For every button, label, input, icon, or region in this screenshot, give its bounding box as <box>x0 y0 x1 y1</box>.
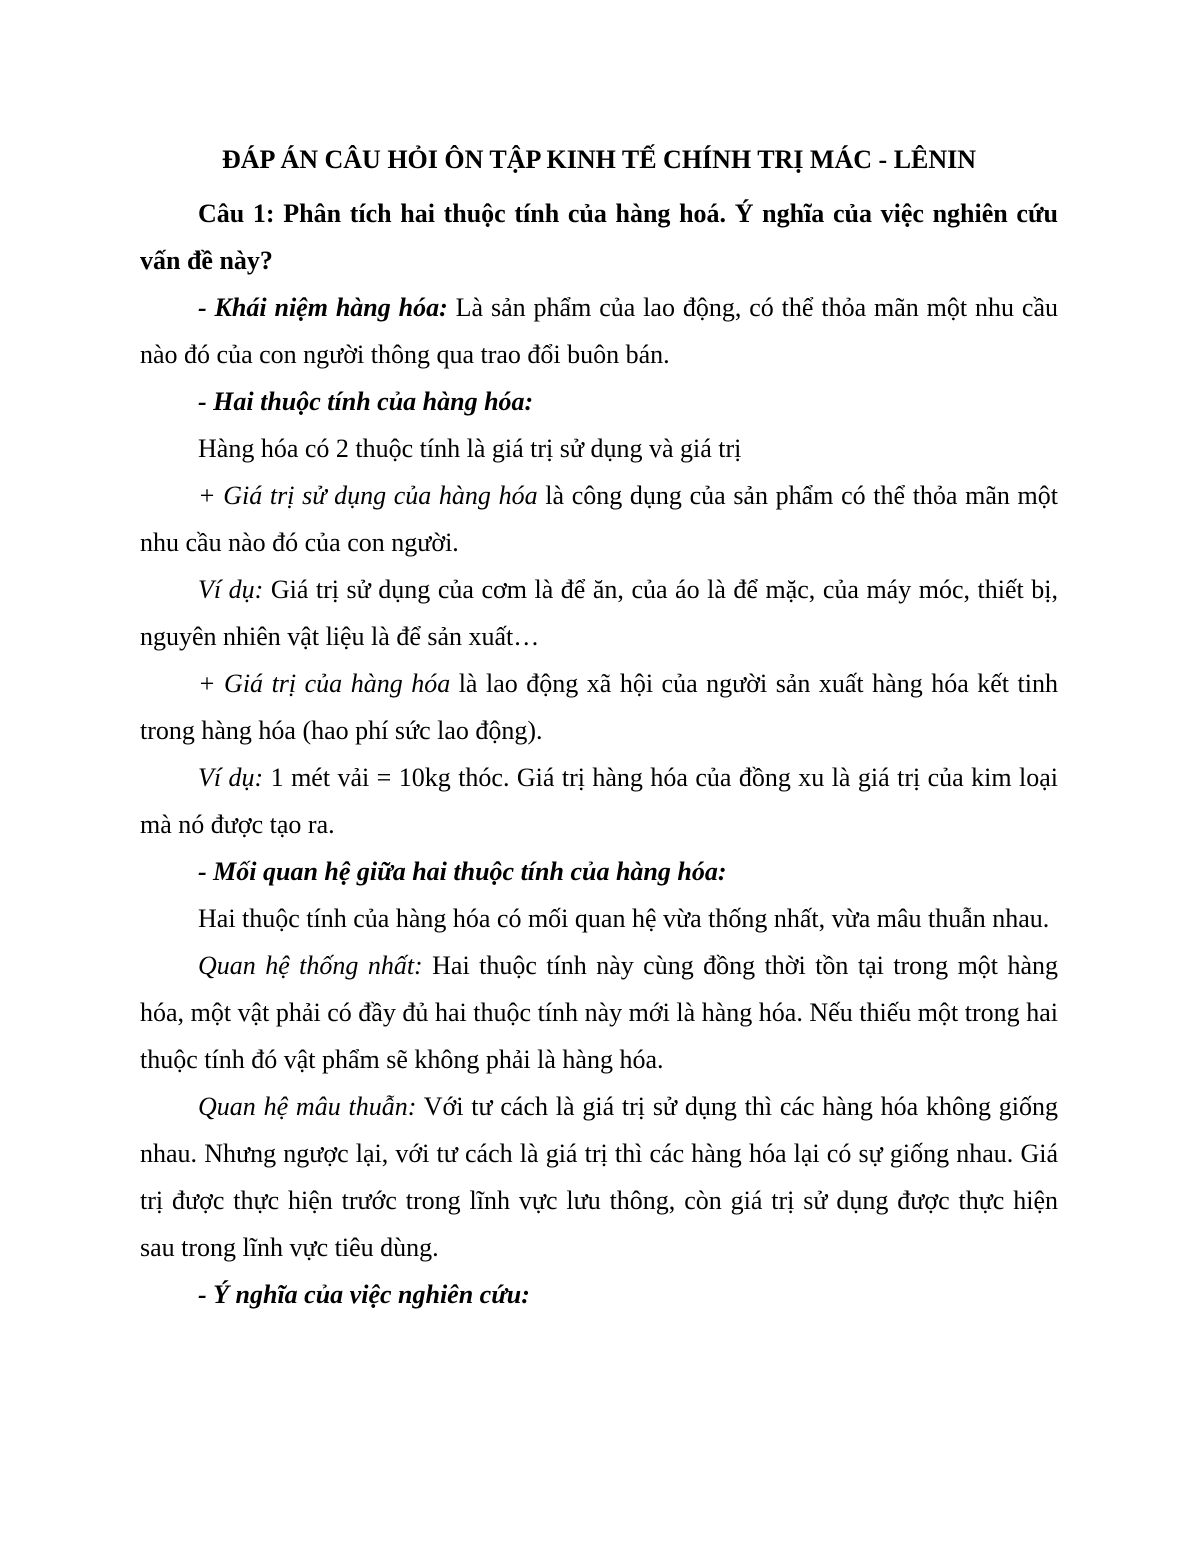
document-body <box>140 140 1058 1318</box>
use-value-paragraph <box>140 472 1058 566</box>
example-2-paragraph <box>140 754 1058 848</box>
example-1-paragraph <box>140 566 1058 660</box>
example-1-label: Ví dụ: <box>198 575 264 604</box>
unity-paragraph <box>140 942 1058 1083</box>
use-value-text: là công dụng của sản phẩm có thể thỏa mãn một nhu cầu nào đó của con người. <box>140 481 1058 557</box>
contradiction-text: Với tư cách là giá trị sử dụng thì các hàng hóa không giống nhau. Nhưng ngược lại, với tư cách là giá trị thì các hàng hóa lại có sự giống nhau. Giá trị được thực hiện trước trong lĩnh vực lưu thông, còn giá trị sử dụng được thực hiện sau trong lĩnh vực tiêu dùng. <box>140 1092 1058 1262</box>
value-paragraph <box>140 660 1058 754</box>
contradiction-paragraph <box>140 1083 1058 1271</box>
concept-paragraph <box>140 284 1058 378</box>
significance-heading: - Ý nghĩa của việc nghiên cứu: <box>198 1280 530 1309</box>
document-title: ĐÁP ÁN CÂU HỎI ÔN TẬP KINH TẾ CHÍNH TRỊ MÁC - LÊNIN <box>221 145 977 174</box>
example-2-label: Ví dụ: <box>198 763 264 792</box>
relation-intro: Hai thuộc tính của hàng hóa có mối quan hệ vừa thống nhất, vừa mâu thuẫn nhau. <box>198 904 1050 933</box>
value-text: là lao động xã hội của người sản xuất hàng hóa kết tinh trong hàng hóa (hao phí sức lao động). <box>140 669 1058 745</box>
question-heading: Câu 1: Phân tích hai thuộc tính của hàng hoá. Ý nghĩa của việc nghiên cứu vấn đề này? <box>140 199 1058 275</box>
example-1-text: Giá trị sử dụng của cơm là để ăn, của áo là để mặc, của máy móc, thiết bị, nguyên nhiên vật liệu là để sản xuất… <box>140 575 1059 651</box>
contradiction-label: Quan hệ mâu thuẫn: <box>198 1092 417 1121</box>
use-value-label: + Giá trị sử dụng của hàng hóa <box>198 481 538 510</box>
concept-text: Là sản phẩm của lao động, có thể thỏa mãn một nhu cầu nào đó của con người thông qua trao đổi buôn bán. <box>140 293 1058 369</box>
two-properties-intro: Hàng hóa có 2 thuộc tính là giá trị sử dụng và giá trị <box>198 434 742 463</box>
unity-text: Hai thuộc tính này cùng đồng thời tồn tại trong một hàng hóa, một vật phải có đầy đủ hai thuộc tính này mới là hàng hóa. Nếu thiếu một trong hai thuộc tính đó vật phẩm sẽ không phải là hàng hóa. <box>140 951 1059 1074</box>
unity-label: Quan hệ thống nhất: <box>198 951 423 980</box>
relation-heading: - Mối quan hệ giữa hai thuộc tính của hàng hóa: <box>198 857 727 886</box>
two-properties-heading: - Hai thuộc tính của hàng hóa: <box>198 387 534 416</box>
concept-label: - Khái niệm hàng hóa: <box>198 293 448 322</box>
value-label: + Giá trị của hàng hóa <box>198 669 451 698</box>
example-2-text: 1 mét vải = 10kg thóc. Giá trị hàng hóa của đồng xu là giá trị của kim loại mà nó được tạo ra. <box>140 763 1058 839</box>
